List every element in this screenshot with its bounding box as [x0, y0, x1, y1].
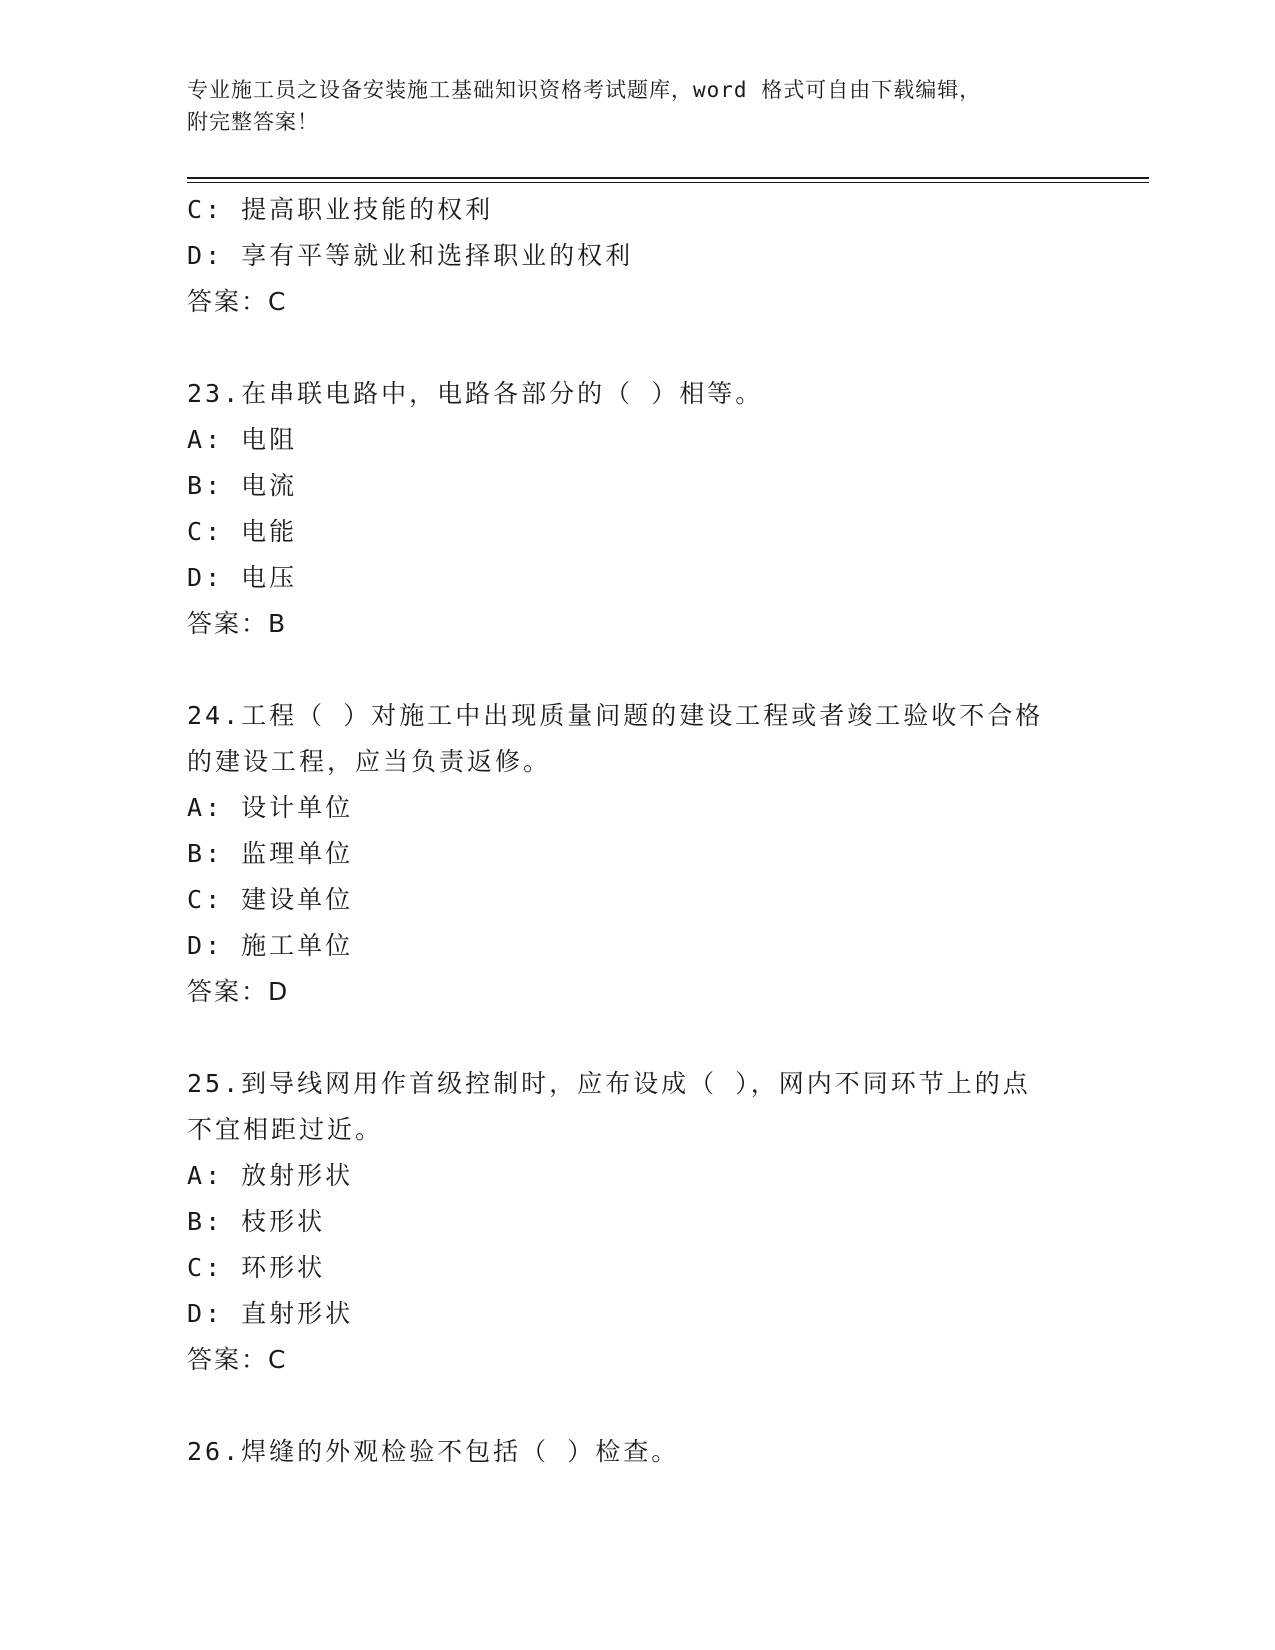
option-text: 享有平等就业和选择职业的权利	[241, 241, 634, 270]
option-key: D	[187, 241, 206, 270]
option-key: D	[187, 1299, 206, 1328]
option-key: C	[187, 517, 206, 546]
answer-line	[187, 969, 1067, 1015]
question-stem-line-2: 的建设工程，应当负责返修。	[187, 747, 552, 776]
option-text: 施工单位	[241, 931, 354, 960]
question-23	[187, 371, 1067, 647]
option-separator: :	[205, 471, 242, 500]
option-key: B	[187, 471, 206, 500]
option-separator: :	[205, 563, 242, 592]
answer-line	[187, 1337, 1067, 1383]
option-key: A	[187, 1161, 206, 1190]
question-26	[187, 1429, 1067, 1475]
option-d	[187, 555, 1067, 601]
option-text: 建设单位	[241, 885, 354, 914]
header-line-2: 附完整答案！	[187, 110, 319, 134]
option-b	[187, 1199, 1067, 1245]
option-key: B	[187, 839, 206, 868]
option-separator: :	[205, 517, 242, 546]
option-c	[187, 1245, 1067, 1291]
question-stem: 23.在串联电路中，电路各部分的（ ）相等。	[187, 379, 764, 408]
option-separator: :	[205, 1253, 242, 1282]
option-separator: :	[205, 425, 242, 454]
option-key: A	[187, 793, 206, 822]
option-text: 直射形状	[241, 1299, 354, 1328]
option-text: 电能	[241, 517, 298, 546]
option-separator: :	[205, 1299, 242, 1328]
option-d	[187, 233, 1067, 279]
option-text: 电压	[241, 563, 298, 592]
question-24	[187, 693, 1067, 1015]
option-text: 环形状	[241, 1253, 326, 1282]
option-separator: :	[205, 195, 242, 224]
question-stem-line-1: 24.工程（ ）对施工中出现质量问题的建设工程或者竣工验收不合格	[187, 701, 1044, 730]
option-a	[187, 785, 1067, 831]
header-divider	[187, 177, 1149, 183]
answer-label: 答案：	[187, 1345, 269, 1374]
option-b	[187, 831, 1067, 877]
answer-line	[187, 601, 1067, 647]
option-text: 电阻	[241, 425, 298, 454]
option-b	[187, 463, 1067, 509]
document-header	[187, 74, 1087, 138]
answer-label: 答案：	[187, 977, 269, 1006]
option-d	[187, 1291, 1067, 1337]
option-text: 电流	[241, 471, 298, 500]
answer-value: B	[268, 609, 288, 638]
question-stem-line-1: 25.到导线网用作首级控制时，应布设成（ ），网内不同环节上的点	[187, 1069, 1031, 1098]
option-text: 枝形状	[241, 1207, 326, 1236]
answer-value: C	[268, 1345, 288, 1374]
answer-label: 答案：	[187, 609, 269, 638]
answer-value: D	[268, 977, 290, 1006]
option-text: 设计单位	[241, 793, 354, 822]
option-key: C	[187, 1253, 206, 1282]
option-text: 监理单位	[241, 839, 354, 868]
option-key: D	[187, 931, 206, 960]
answer-line	[187, 279, 1067, 325]
option-c	[187, 187, 1067, 233]
option-key: C	[187, 885, 206, 914]
option-d	[187, 923, 1067, 969]
option-separator: :	[205, 793, 242, 822]
question-25	[187, 1061, 1067, 1383]
prev-question	[187, 187, 1067, 325]
option-separator: :	[205, 1207, 242, 1236]
option-separator: :	[205, 931, 242, 960]
option-a	[187, 417, 1067, 463]
option-separator: :	[205, 839, 242, 868]
answer-value: C	[268, 287, 288, 316]
header-line-1: 专业施工员之设备安装施工基础知识资格考试题库，word 格式可自由下载编辑，	[187, 78, 982, 102]
option-key: D	[187, 563, 206, 592]
option-c	[187, 877, 1067, 923]
question-content	[187, 187, 1067, 1475]
option-key: B	[187, 1207, 206, 1236]
option-text: 放射形状	[241, 1161, 354, 1190]
option-key: A	[187, 425, 206, 454]
option-separator: :	[205, 885, 242, 914]
option-c	[187, 509, 1067, 555]
answer-label: 答案：	[187, 287, 269, 316]
option-a	[187, 1153, 1067, 1199]
option-key: C	[187, 195, 206, 224]
question-stem-line-2: 不宜相距过近。	[187, 1115, 384, 1144]
question-stem: 26.焊缝的外观检验不包括（ ）检查。	[187, 1437, 680, 1466]
option-separator: :	[205, 1161, 242, 1190]
option-separator: :	[205, 241, 242, 270]
option-text: 提高职业技能的权利	[241, 195, 494, 224]
